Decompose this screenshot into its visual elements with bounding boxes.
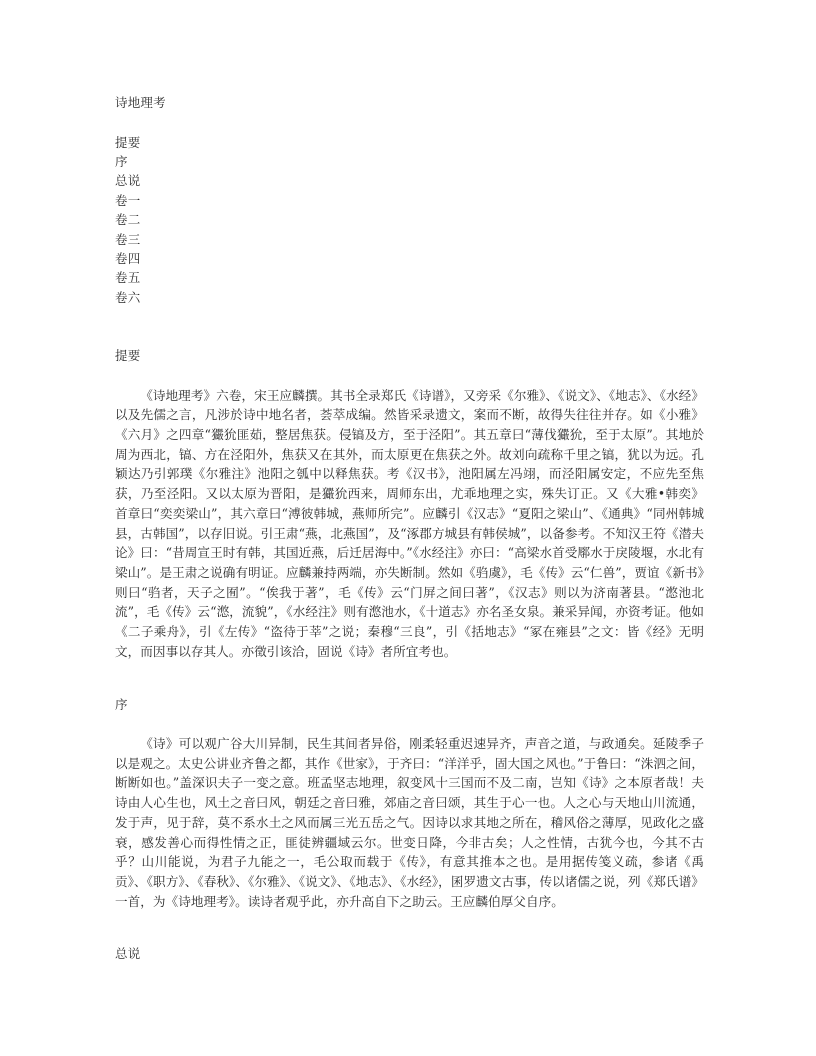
toc-item-tiyao[interactable]: 提要 [115, 134, 141, 150]
section-heading-tiyao: 提要 [115, 348, 141, 364]
spacer [115, 366, 704, 386]
page-content [115, 93, 704, 964]
toc-item-xu[interactable]: 序 [115, 153, 128, 169]
toc-item-juan-5[interactable]: 卷五 [115, 270, 141, 286]
section-heading-zongshuo: 总说 [115, 946, 141, 962]
toc-item-juan-6[interactable]: 卷六 [115, 289, 141, 305]
toc-item-juan-2[interactable]: 卷二 [115, 212, 141, 228]
toc-item-juan-3[interactable]: 卷三 [115, 231, 141, 247]
document-title: 诗地理考 [115, 95, 166, 110]
section-body-tiyao: 《诗地理考》六卷，宋王应麟撰。其书全录郑氏《诗谱》，又旁采《尔雅》、《说文》、《地志》、《水经》以及先儒之言，凡涉於诗中地名者，荟萃成编。然皆采录遗文，案而不断，故得失往往并存。如《小雅》《六月》之四章“玁狁匪茹，整居焦获。侵镐及方，至于泾阳”。其五章曰“薄伐玁狁，至于太原”。其地於周为西北，镐、方在泾阳外，焦获又在其外，而太原更在焦获之外。故刘向疏称千里之镐，犹以为远。孔颖达乃引郭璞《尔雅注》池阳之瓠中以释焦获。考《汉书》，池阳属左冯翊，而泾阳属安定，不应先至焦获，乃至泾阳。又以太原为晋阳，是玁狁西来，周师东出，尤乖地理之实，殊失订正。又《大雅•韩奕》首章曰“奕奕梁山”，其六章曰“溥彼韩城，燕师所完”。应麟引《汉志》“夏阳之梁山”、《通典》“同州韩城县，古韩国”，以存旧说。引王肃“燕，北燕国”，及“涿郡方城县有韩侯城”，以备参考。不知汉王符《潜夫论》曰：“昔周宣王时有韩，其国近燕，后迁居海中。”《水经注》亦曰：“高梁水首受鄏水于戾陵堰，水北有梁山”。是王肃之说确有明证。应麟兼持两端，亦失断制。然如《驺虞》，毛《传》云“仁兽”，贾谊《新书》则曰“驺者，天子之囿”。“俟我于著”，毛《传》云“门屏之间曰著”，《汉志》则以为济南著县。“滺池北流”，毛《传》云“滺，流貌”，《水经注》则有滺池水，《十道志》亦名圣女泉。兼采异闻，亦资考证。他如《二子乘舟》，引《左传》“盗待于莘”之说；秦穆“三良”，引《括地志》“冢在雍县”之文：皆《经》无明文，而因事以存其人。亦徵引该洽，固说《诗》者所宜考也。 [115, 387, 704, 659]
spacer [115, 307, 704, 346]
table-of-contents [115, 133, 704, 308]
toc-item-juan-4[interactable]: 卷四 [115, 250, 141, 266]
section-body-xu: 《诗》可以观广谷大川异制，民生其间者异俗，刚柔轻重迟速异齐，声音之道，与政通矣。延陵季子以是观之。太史公讲业齐鲁之都，其作《世家》，于齐曰：“洋洋乎，固大国之风也。”于鲁曰：“洙泗之间，断断如也。”盖深识夫子一变之意。班孟坚志地理，叙变风十三国而不及二南，岂知《诗》之本原者哉！夫诗由人心生也，风土之音曰风，朝廷之音曰雅，郊庙之音曰颂，其生于心一也。人之心与天地山川流通，发于声，见于辞，莫不系水土之风而属三光五岳之气。因诗以求其地之所在，稽风俗之薄厚，见政化之盛衰，感发善心而得性情之正，匪徒辨疆域云尔。世变日降，今非古矣；人之性情，古犹今也，今其不古乎？山川能说，为君子九能之一，毛公取而载于《传》，有意其推本之也。是用据传笺义疏，参诸《禹贡》、《职方》、《春秋》、《尔雅》、《说文》、《地志》、《水经》，囷罗遗文古事，传以诸儒之说，列《郑氏谱》一首，为《诗地理考》。读诗者观乎此，亦升高自下之助云。王应麟伯厚父自序。 [115, 736, 704, 909]
toc-item-juan-1[interactable]: 卷一 [115, 192, 141, 208]
spacer [115, 662, 704, 695]
section-heading-xu: 序 [115, 696, 128, 712]
toc-item-zongshuo[interactable]: 总说 [115, 173, 141, 189]
spacer [115, 911, 704, 944]
spacer [115, 714, 704, 734]
